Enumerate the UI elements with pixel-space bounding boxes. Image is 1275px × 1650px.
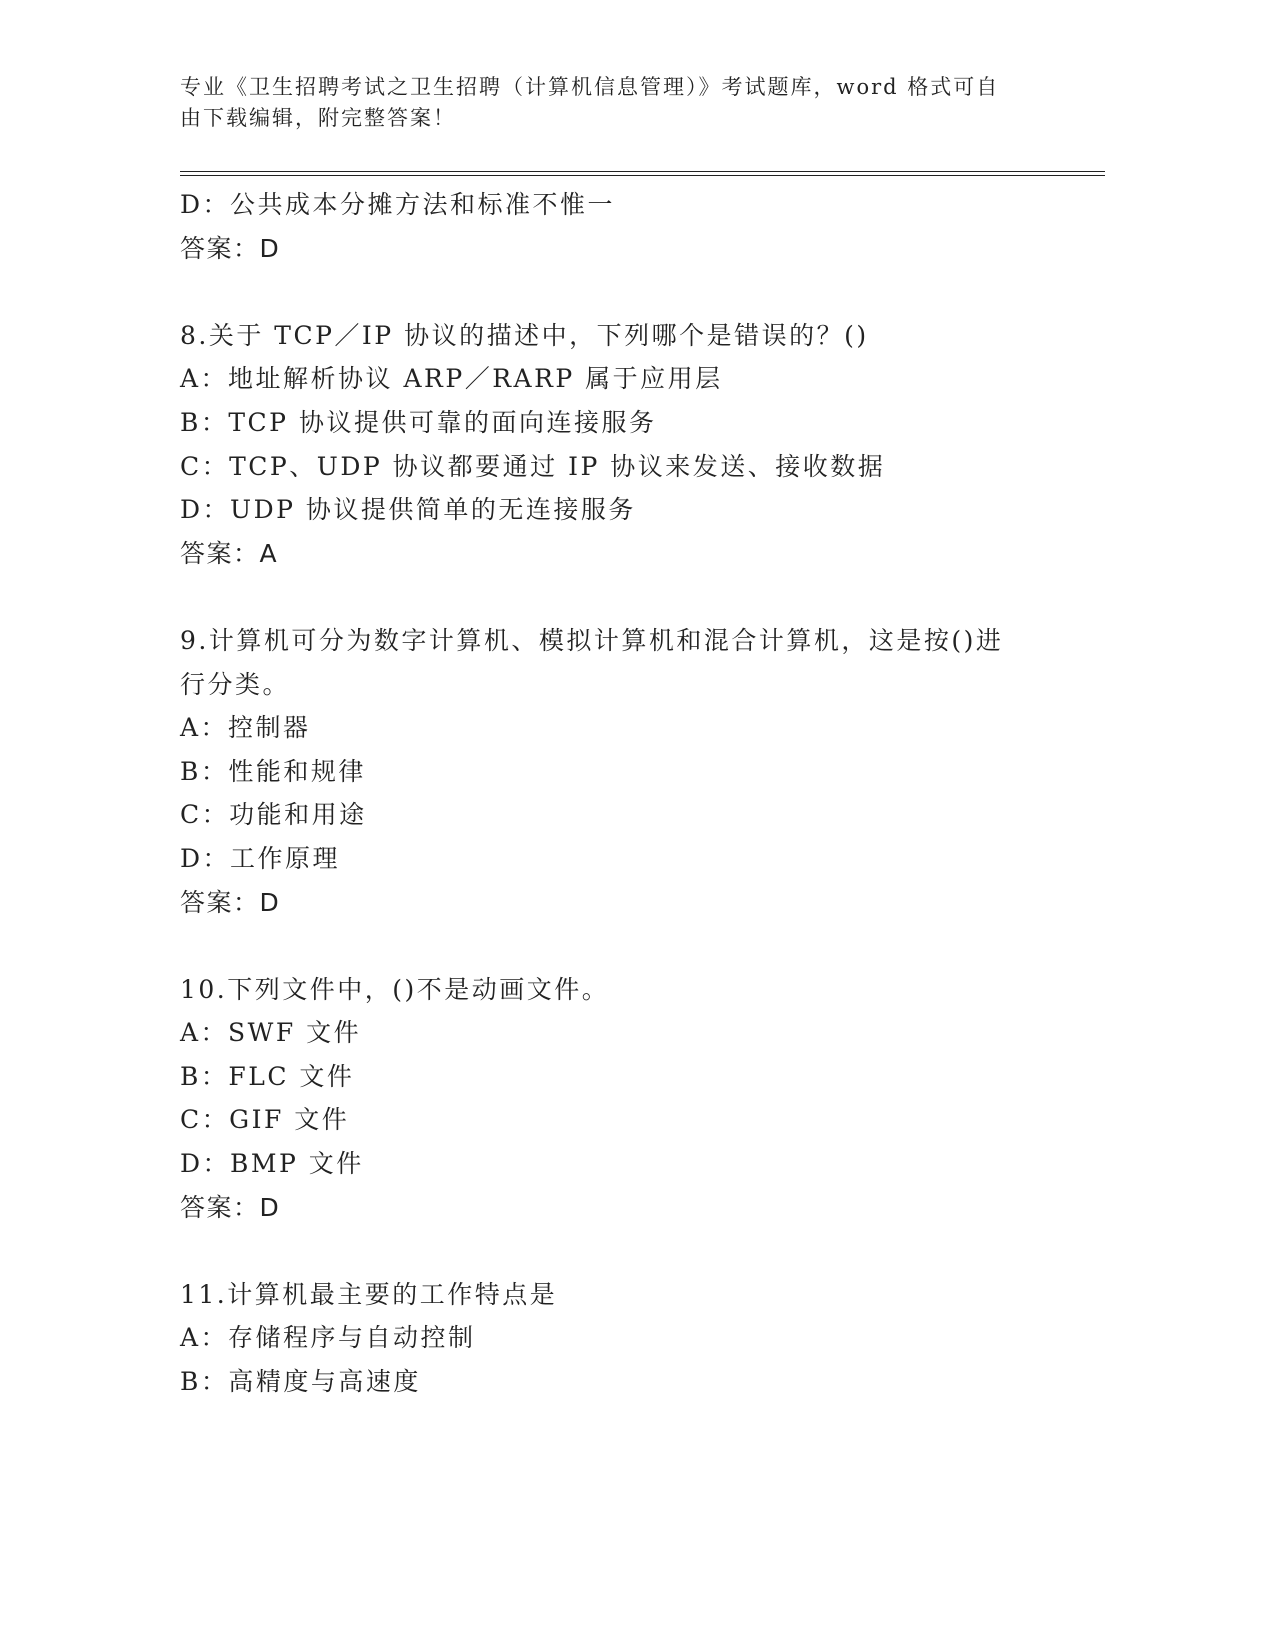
answer-line: 答案：D — [180, 887, 281, 917]
option-b: B：FLC 文件 — [180, 1061, 355, 1091]
question-stem-line-2: 行分类。 — [180, 669, 291, 699]
option-c: C：TCP、UDP 协议都要通过 IP 协议来发送、接收数据 — [180, 451, 886, 481]
option-d: D：公共成本分摊方法和标准不惟一 — [180, 190, 616, 219]
question-stem: 11.计算机最主要的工作特点是 — [180, 1279, 558, 1309]
option-c: C：功能和用途 — [180, 800, 367, 830]
option-a: A：地址解析协议 ARP／RARP 属于应用层 — [180, 364, 723, 394]
option-a: A：控制器 — [180, 713, 311, 743]
answer-line: 答案：D — [180, 1192, 281, 1222]
answer-line: 答案：A — [180, 538, 279, 568]
option-b: B：性能和规律 — [180, 756, 366, 786]
option-d: D：BMP 文件 — [180, 1149, 364, 1179]
option-d: D：UDP 协议提供简单的无连接服务 — [180, 495, 636, 525]
question-list — [180, 183, 1060, 1404]
question-stem: 8.关于 TCP／IP 协议的描述中，下列哪个是错误的？() — [180, 320, 869, 350]
option-c: C：GIF 文件 — [180, 1105, 350, 1135]
header-line-1: 专业《卫生招聘考试之卫生招聘（计算机信息管理）》考试题库，word 格式可自 — [180, 75, 1000, 99]
spacer — [180, 924, 1060, 968]
option-b: B：TCP 协议提供可靠的面向连接服务 — [180, 407, 657, 437]
question-8 — [180, 314, 1060, 576]
question-stem-line-1: 9.计算机可分为数字计算机、模拟计算机和混合计算机，这是按()进 — [180, 625, 1004, 655]
question-11 — [180, 1273, 1060, 1404]
spacer — [180, 270, 1060, 314]
option-a: A：存储程序与自动控制 — [180, 1323, 476, 1353]
answer-line: 答案：D — [180, 233, 281, 263]
document-header — [180, 72, 1050, 134]
question-10 — [180, 968, 1060, 1230]
option-a: A：SWF 文件 — [180, 1018, 362, 1048]
option-d: D：工作原理 — [180, 843, 341, 873]
header-divider-bottom — [180, 175, 1105, 176]
question-9 — [180, 619, 1060, 924]
spacer — [180, 575, 1060, 619]
header-line-2: 由下载编辑，附完整答案！ — [180, 106, 456, 130]
spacer — [180, 1229, 1060, 1273]
question-stem: 10.下列文件中，()不是动画文件。 — [180, 974, 610, 1004]
option-b: B：高精度与高速度 — [180, 1367, 421, 1397]
header-divider-top — [180, 171, 1105, 172]
